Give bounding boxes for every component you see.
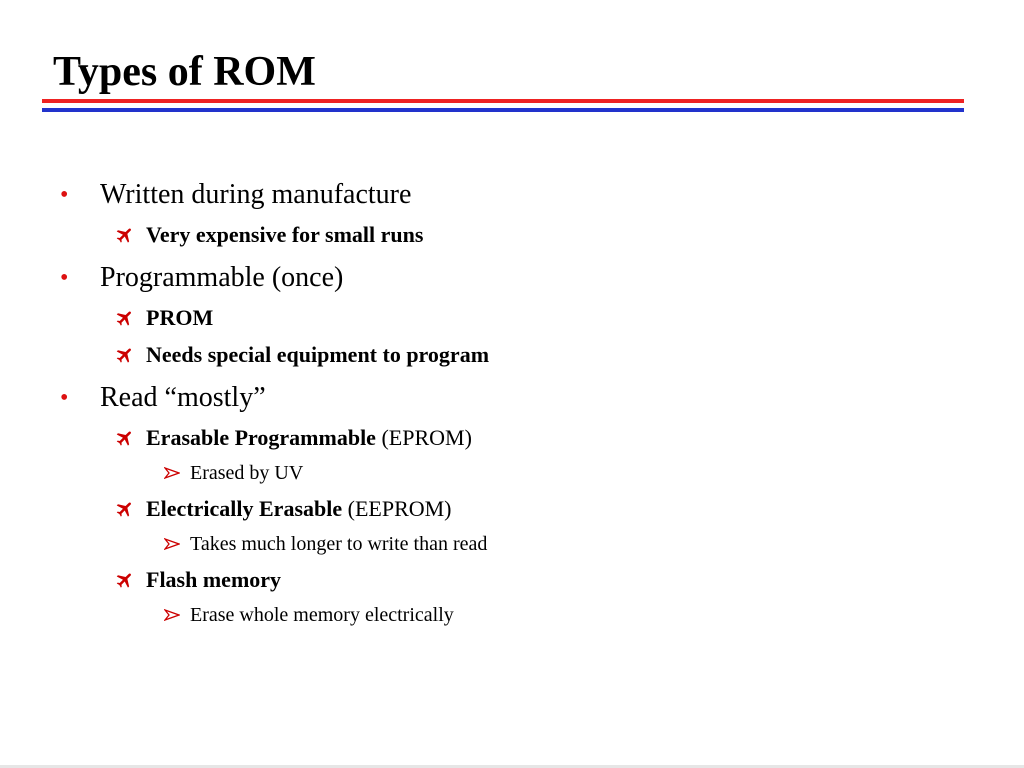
arrowhead-icon — [164, 531, 184, 557]
airplane-icon — [115, 566, 139, 594]
arrowhead-icon — [164, 460, 184, 486]
sub-bullet-item — [146, 495, 452, 523]
bullet-text: Read “mostly” — [100, 382, 266, 413]
sub-bullet-text: Very expensive for small runs — [146, 222, 424, 247]
sub-bullet-item — [146, 221, 423, 249]
sub-bullet-text: Flash memory — [146, 567, 282, 592]
sub-bullet-item — [146, 341, 489, 369]
airplane-icon — [115, 424, 139, 452]
bullet-text: Written during manufacture — [100, 179, 412, 210]
sub-sub-bullet-text: Erase whole memory electrically — [190, 604, 454, 626]
sub-sub-bullet-text: Erased by UV — [190, 462, 304, 484]
bullet-dot-icon: • — [60, 385, 69, 411]
bullet-item — [60, 178, 412, 212]
sub-sub-bullet-item — [190, 531, 487, 557]
bullet-dot-icon: • — [60, 182, 69, 208]
bullet-text: Programmable (once) — [100, 262, 344, 293]
sub-bullet-text-normal: (EPROM) — [381, 425, 472, 450]
sub-sub-bullet-text: Takes much longer to write than read — [190, 533, 488, 555]
bullet-item — [60, 261, 344, 295]
airplane-icon — [115, 341, 139, 369]
sub-bullet-text: PROM — [146, 305, 214, 330]
sub-sub-bullet-item — [190, 460, 303, 486]
airplane-icon — [115, 304, 139, 332]
airplane-icon — [115, 221, 139, 249]
sub-sub-bullet-item — [190, 602, 454, 628]
sub-bullet-item — [146, 304, 213, 332]
airplane-icon — [115, 495, 139, 523]
bullet-item — [60, 381, 266, 415]
sub-bullet-item — [146, 424, 472, 452]
sub-bullet-text-bold: Electrically Erasable — [146, 496, 348, 521]
sub-bullet-text-bold: Erasable Programmable — [146, 425, 382, 450]
arrowhead-icon — [164, 602, 184, 628]
sub-bullet-item — [146, 566, 281, 594]
sub-bullet-text-normal: (EEPROM) — [347, 496, 452, 521]
bullet-dot-icon: • — [60, 265, 69, 291]
slide-title: Types of ROM — [53, 49, 316, 95]
sub-bullet-text: Needs special equipment to program — [146, 342, 490, 367]
